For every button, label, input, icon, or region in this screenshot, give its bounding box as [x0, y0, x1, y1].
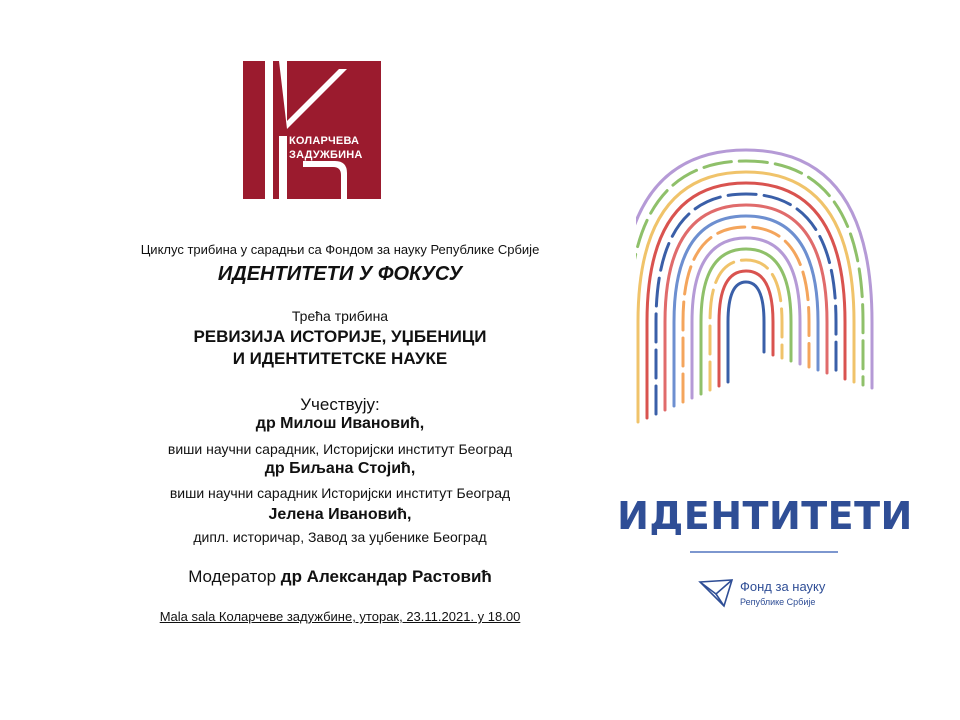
cycle-intro: Циклус трибина у сарадњи са Фондом за науку Републике Србије [140, 242, 540, 257]
fingerprint-ridge [647, 183, 845, 418]
participant-name: др Биљана Стојић, [264, 460, 416, 477]
moderator-line [60, 567, 620, 587]
venue-date-time: Mala sala Коларчеве задужбине, уторак, 23.11.2021. у 18.00 [159, 609, 521, 624]
identity-divider [690, 551, 838, 553]
fingerprint-ridge [728, 282, 764, 382]
moderator-label: Модератор [188, 567, 277, 586]
paper-plane-icon [698, 578, 734, 608]
logo-text-line2: ЗАДУЖБИНА [289, 149, 363, 161]
participants-label: Учествују: [300, 395, 380, 414]
participant-name: Јелена Ивановић, [268, 506, 412, 523]
fund-name: Фонд за науку [740, 579, 826, 594]
kolarac-logo-mark [243, 61, 381, 199]
moderator-name: др Александар Растовић [280, 567, 492, 586]
series-title: ИДЕНТИТЕТИ У ФОКУСУ [217, 263, 463, 285]
logo-text-line1: КОЛАРЧЕВА [289, 135, 360, 147]
fingerprint-ridge [674, 216, 818, 406]
science-fund-logo [698, 576, 858, 612]
fund-subtitle: Републике Србије [740, 597, 816, 607]
participant-role: виши научни сарадник Историјски институт Београд [169, 485, 511, 501]
fingerprint-ridge [638, 172, 854, 422]
participant-name: др Милош Ивановић, [255, 415, 425, 432]
fingerprint-map-graphic [636, 132, 886, 480]
participant-role: дипл. историчар, Завод за уџбенике Београд [193, 529, 487, 545]
kolarac-logo [243, 61, 381, 199]
lecture-title-line2: И ИДЕНТИТЕТСКЕ НАУКЕ [232, 349, 448, 368]
lecture-title-line1: РЕВИЗИЈА ИСТОРИЈЕ, УЏБЕНИЦИ [193, 327, 487, 346]
fingerprint-ridge [710, 260, 782, 390]
fingerprint-ridge [636, 150, 872, 430]
fingerprint-ridge [692, 238, 800, 398]
fingerprint-icon [636, 132, 886, 480]
identity-title: ИДЕНТИТЕТИ [617, 494, 913, 538]
event-ordinal: Трећа трибина [291, 308, 389, 324]
fingerprint-ridge [665, 205, 827, 410]
participant-role: виши научни сарадник, Историјски институт Београд [167, 441, 513, 457]
